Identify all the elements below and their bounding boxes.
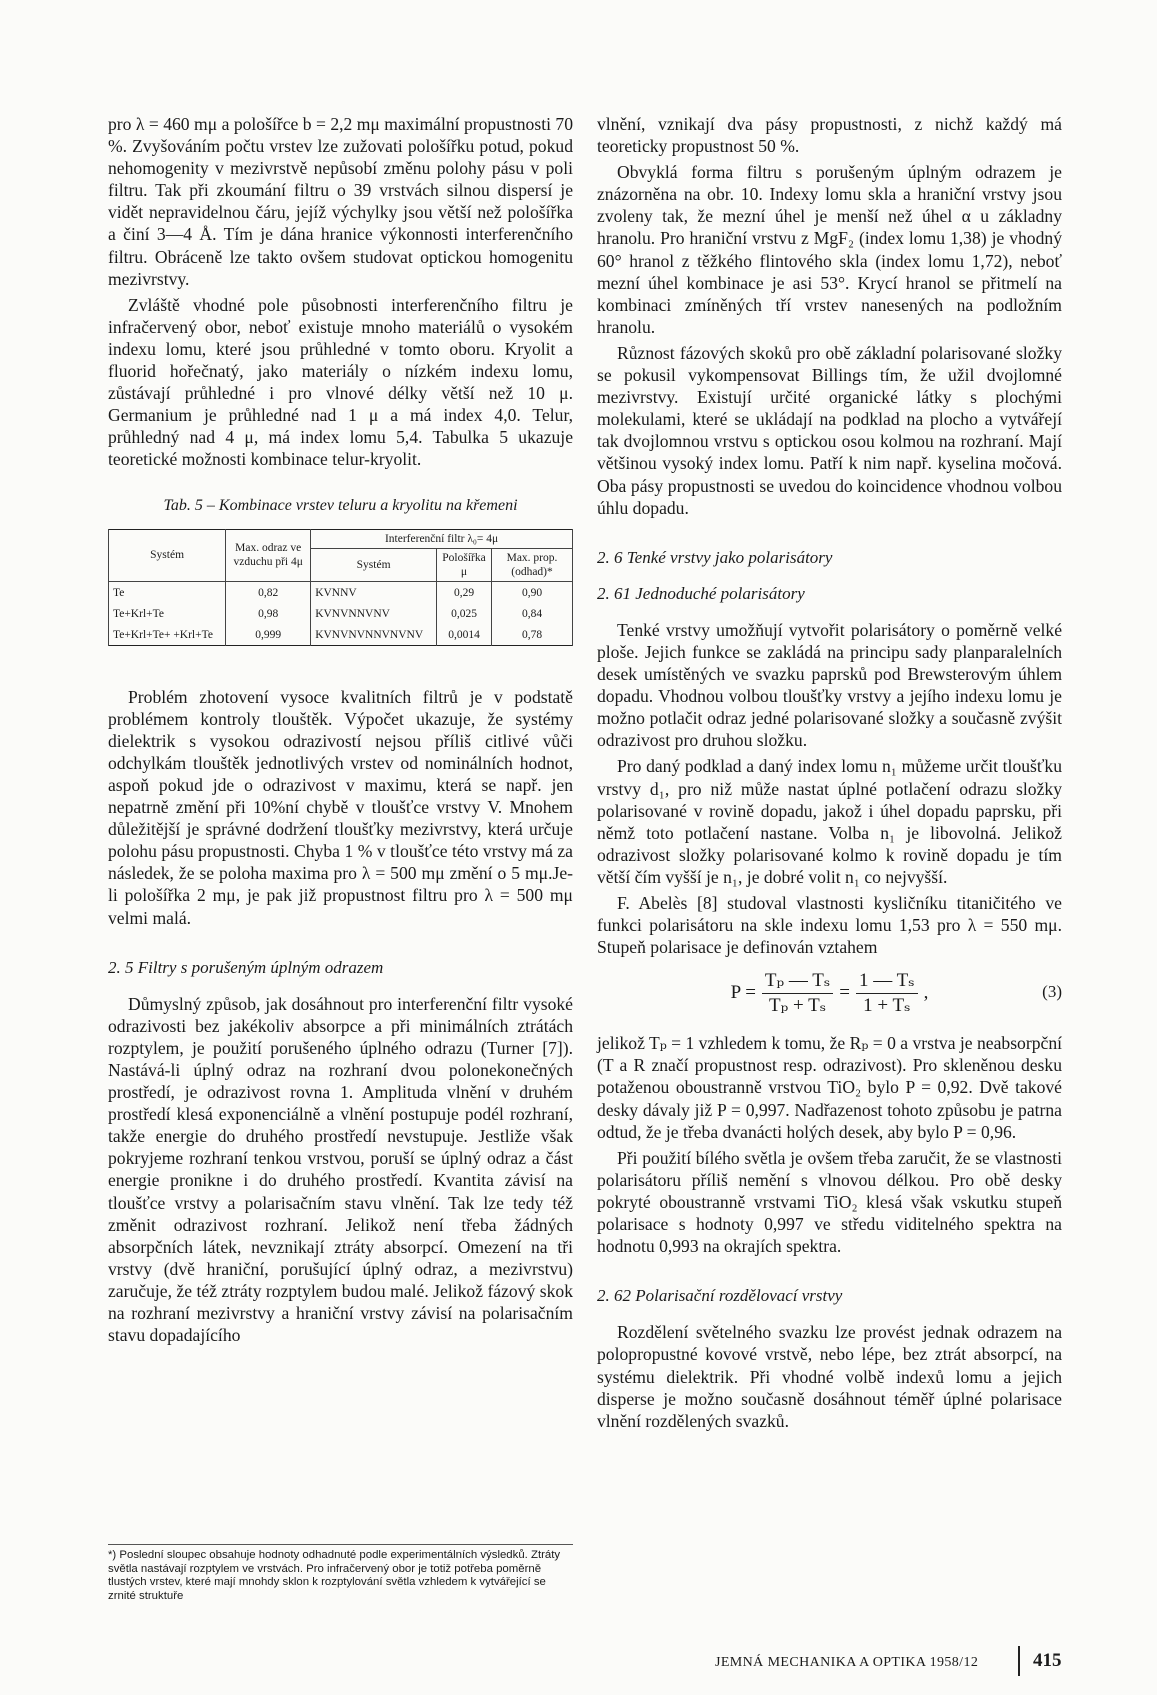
paragraph: F. Abelès [8] studoval vlastnosti kysličníku titaničitého ve funkci polarisátoru na skle indexu lomu 1,53 pro λ = 550 mμ. Stupeň polarisace je definován vztahem [597,893,1062,958]
paragraph: Různost fázových skoků pro obě základní polarisované složky se pokusil vykompensovat Billings tím, že užil dvojlomné mezivrstvy. Existují určité organické látky s plochými molekulami, které se ukládají na podklad na plocho a vytvářejí tak dvojlomnou vrstvu s optickou osou kolmou na rozhraní. Mají většinou vysoký index lomu. Patří k nim např. kyselina močová. Oba pásy propustnosti se uvedou do koincidence vhodnou volbou úhlu dopadu. [597,342,1062,518]
fraction [762,970,833,1017]
fraction [856,970,918,1017]
cell-system: Te+Krl+Te+ +Krl+Te [109,624,226,646]
cell-code: KVNVNVNNVNVNV [311,624,437,646]
equation-3 [597,968,1062,1018]
col-header-system: Systém [109,529,226,581]
page-divider [1018,1646,1020,1676]
equals-sign: = [839,982,850,1004]
cell-prop: 0,78 [492,624,573,646]
paragraph: Důmyslný způsob, jak dosáhnout pro interferenční filtr vysoké odrazivosti bez jakékoliv absorpce a při minimálních ztrátách rozptylem, je použití porušeného úplného odrazu (Turner [7]). Nastává-li úplný odraz na rozhraní dvou polonekonečných prostředí, je odrazivost rovna 1. Amplituda vlnění v druhém prostředí klesá exponenciálně a vlnění postupuje podél rozhraní, takže energie do druhého prostředí nevstupuje. Jestliže však pokryjeme rozhraní tenkou vrstvou, poruší se úplný odraz a část energie pronikne i do druhého prostředí. Kvantita závisí na tloušťce vrstvy a polarisačním stavu vlnění. Tak lze tedy též změnit odrazivost rozhraní. Jelikož není třeba žádných absorpčních látek, nevznikají ztráty absorpcí. Omezení na tři vrstvy (dvě hraniční, porušující úplný odraz, a mezivrstvu) zaručuje, že též ztráty rozptylem budou malé. Jelikož fázový skok na rozhraní mezivrstvy a hraniční vrstvy závisí na polarisačním stavu dopadajícího [108,993,573,1346]
denominator: Tₚ + Tₛ [769,994,827,1016]
equation-lhs: P = [730,982,756,1004]
paragraph: vlnění, vznikají dva pásy propustnosti, z nichž každý má teoreticky propustnost 50 %. [597,114,1062,157]
cell-system: Te [109,581,226,603]
paragraph: Pro daný podklad a daný index lomu n₁ můžeme určit tloušťku vrstvy d₁, pro niž může nastat úplné potlačení odrazu složky polarisované v rovině dopadu, jakož i úhel dopadu paprsku, při němž toto potlačení nastane. Volba n₁ je libovolná. Jelikož odrazivost složky polarisované kolmo k rovině dopadu je tím větší čím vyšší je n₁, je dobré volit n₁ co nejvyšší. [597,756,1062,887]
table-row [109,624,573,646]
table-row [109,581,573,603]
cell-halfwidth: 0,29 [437,581,492,603]
col-header-filter: Interferenční filtr λ₀= 4μ [311,529,573,548]
col-header-max-prop: Max. prop. (odhad)* [492,548,573,581]
right-column [597,113,1062,1436]
cell-halfwidth: 0,0014 [437,624,492,646]
numerator: Tₚ — Tₛ [762,970,833,994]
cell-prop: 0,90 [492,581,573,603]
section-heading: 2. 6 Tenké vrstvy jako polarisátory [597,547,833,567]
paragraph: jelikož Tₚ = 1 vzhledem k tomu, že Rₚ = 0 a vrstva je neabsorpční (T a R značí propustnost resp. odrazivost). Pro skleněnou desku potaženou oboustranně vrstvou TiO₂ bylo P = 0,92. Dvě takové desky dávaly již P = 0,997. Nadřazenost tohoto způsobu je patrna odtud, že je třeba dvanácti holých desek, aby bylo P = 0,96. [597,1033,1063,1142]
col-header-halfwidth: Pološířka μ [437,548,492,581]
col-header-sub-system: Systém [311,548,437,581]
paragraph: Obvyklá forma filtru s porušeným úplným odrazem je znázorněna na obr. 10. Indexy lomu skla a hraniční vrstvy jsou zvoleny tak, že mezní úhel je menší než úhel α u základny hranolu. Pro hraniční vrstvu z MgF₂ (index lomu 1,38) je vhodný 60° hranol z těžkého flintového skla (index lomu 1,72), neboť mezní úhel kombinace je asi 53°. Krycí hranol se přitmelí na kombinaci zmíněných tří vrstev nanesených na podložním hranolu. [597,162,1062,337]
table-caption: Tab. 5 – Kombinace vrstev teluru a kryolitu na křemeni [163,496,518,514]
col-header-max-reflect: Max. odraz ve vzduchu při 4μ [226,529,311,581]
subsection-heading: 2. 61 Jednoduché polarisátory [597,583,805,603]
section-heading: 2. 5 Filtry s porušeným úplným odrazem [108,957,384,977]
paragraph: Tenké vrstvy umožňují vytvořit polarisátory o poměrně velké ploše. Jejich funkce se zakládá na principu sady planparalelních desek umístěných ve svazku paprsků pod Brewsterovým úhlem dopadu. Vhodnou volbou tloušťky vrstvy a jejího indexu lomu je možno potlačit odraz jedné polarisované složky a současně zvýšit odrazivost pro druhou složku. [597,619,1062,751]
cell-max: 0,82 [226,581,311,603]
numerator: 1 — Tₛ [856,970,918,994]
denominator: 1 + Tₛ [863,994,911,1016]
cell-max: 0,98 [226,603,311,624]
cell-code: KVNVNNVNV [311,603,437,624]
paragraph: Rozdělení světelného svazku lze provést jednak odrazem na polopropustné kovové vrstvě, nebo lépe, bez ztrát absorpcí, na systému dielektrik. Při vhodné volbě indexů lomu a jejich disperse je možno současně dosáhnout téměř úplné polarisace vlnění rozdělených svazků. [597,1322,1062,1431]
cell-prop: 0,84 [492,603,573,624]
page-number: 415 [1033,1650,1062,1671]
paragraph: pro λ = 460 mμ a pološířce b = 2,2 mμ maximální propustnosti 70 %. Zvyšováním počtu vrstev lze zužovati pološířku potud, pokud nehomogenity v mezivrstvě nepůsobí změnu polohy pásu v poli filtru. Tak při zkoumání filtru o 39 vrstvách silnou dispersí je vidět nepravidelnou čáru, jejíž výchylky jsou větší než pološířka a činí 3—4 Å. Tím je dána hranice výkonnosti interferenčního filtru. Obráceně lze takto ovšem studovat optickou homogenitu mezivrstvy. [108,114,573,289]
equation-number: (3) [1042,982,1062,1002]
table-5 [108,529,573,646]
left-column [108,113,573,1350]
subsection-heading: 2. 62 Polarisační rozdělovací vrstvy [597,1286,843,1306]
paragraph: Zvláště vhodné pole působnosti interferenčního filtru je infračervený obor, neboť existuje mnoho materiálů o vysokém indexu lomu, které jsou průhledné v tomto oboru. Kryolit a fluorid hořečnatý, jako materiály o nízkém indexu lomu, zůstávají průhledné i pro vlnové délky větší než 10 μ. Germanium je průhledné nad 1 μ a má index 4,0. Telur, průhledný nad 4 μ, má index lomu 5,4. Tabulka 5 ukazuje teoretické možnosti kombinace telur-kryolit. [108,294,573,470]
cell-max: 0,999 [226,624,311,646]
cell-system: Te+Krl+Te [109,603,226,624]
running-title: JEMNÁ MECHANIKA A OPTIKA 1958/12 [715,1655,979,1670]
cell-halfwidth: 0,025 [437,603,492,624]
table-row [109,603,573,624]
equation-tail: , [923,982,929,1004]
footnote: *) Poslední sloupec obsahuje hodnoty odhadnuté podle experimentálních výsledků. Ztráty světla nastávají rozptylem ve vrstvách. Pro infračervený obor je totiž potřeba poměrně tlustých vrstev, které mají mnohdy sklon k rozptylování světla vzhledem k vytvářející se zrnité struktuře [108,1544,573,1603]
cell-code: KVNNV [311,581,437,603]
paragraph: Problém zhotovení vysoce kvalitních filtrů je v podstatě problémem kontroly tlouštěk. Výpočet ukazuje, že systémy dielektrik s vysokou odrazivostí nejsou příliš citlivé vůči odchylkám tlouštěk jednotlivých vrstev od nominálních hodnot, aspoň pokud jde o odrazivost v maximu, která se např. jen nepatrně změní při 10%ní chybě v tloušťce vrstvy V. Mnohem důležitější je správné dodržení tloušťky mezivrstvy, která určuje polohu pásu propustnosti. Chyba 1 % v tloušťce této vrstvy má za následek, že se poloha maxima pro λ = 500 mμ změní o 5 mμ.Je-li pološířka 2 mμ, je pak již propustnost filtru pro λ = 500 mμ velmi malá. [108,686,573,928]
paragraph: Při použití bílého světla je ovšem třeba zaručit, že se vlastnosti polarisátoru příliš nemění s vlnovou délkou. Pro obě desky pokryté oboustranně vrstvami TiO₂ klesá však vskutku stupeň polarisace s hodnoty 0,997 ve středu viditelného spektra na hodnotu 0,993 na okrajích spektra. [597,1147,1062,1257]
